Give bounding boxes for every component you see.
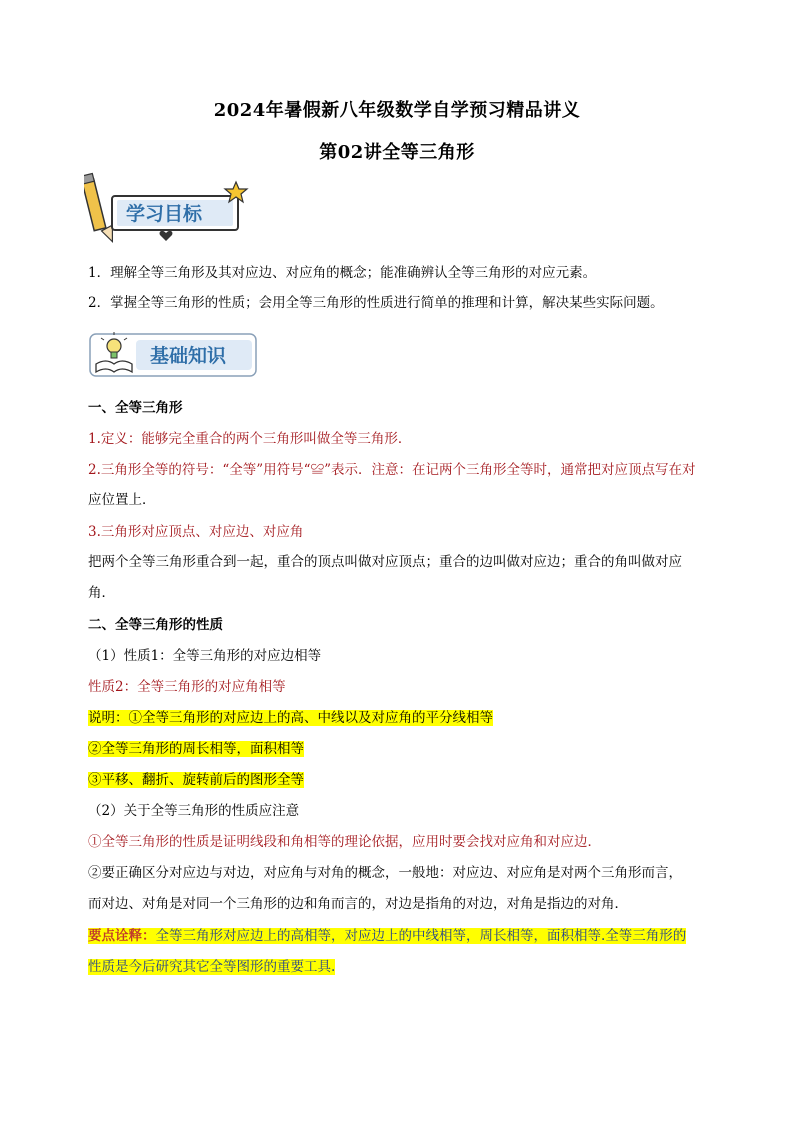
symbol-text-continued: 应位置上． [88, 492, 156, 508]
document-title: 2024年暑假新八年级数学自学预习精品讲义 [213, 100, 581, 121]
learning-goals-badge [84, 170, 254, 250]
note-2-continued: 而对边、对角是对同一个三角形的边和角而言的，对边是指角的对边，对角是指边的对角． [88, 896, 628, 912]
correspondence-text-continued: 角． [88, 585, 115, 601]
note-1: ①全等三角形的性质是证明线段和角相等的理论依据，应用时要会找对应角和对应边． [88, 834, 601, 850]
note-2: ②要正确区分对应边与对边，对应角与对角的概念，一般地：对应边、对应角是对两个三角形而言， [88, 865, 682, 881]
highlight-note: ②全等三角形的周长相等，面积相等 [88, 741, 304, 757]
lesson-subtitle: 第02讲全等三角形 [319, 142, 475, 163]
key-points [88, 926, 713, 946]
property-2: 性质2：全等三角形的对应角相等 [88, 679, 286, 695]
goal-item: 1．理解全等三角形及其对应边、对应角的概念；能准确辨认全等三角形的对应元素。 [88, 265, 597, 281]
key-points-text: 全等三角形对应边上的高相等，对应边上的中线相等，周长相等，面积相等.全等三角形的 [155, 928, 687, 944]
symbol-text: 2.三角形全等的符号：“全等”用符号“≌”表示．注意：在记两个三角形全等时，通常把对应顶点写在对 [88, 462, 696, 478]
highlight-note: 说明：①全等三角形的对应边上的高、中线以及对应角的平分线相等 [88, 710, 493, 726]
definition-text: 1.定义：能够完全重合的两个三角形叫做全等三角形． [88, 431, 412, 447]
section-heading: 二、全等三角形的性质 [88, 617, 223, 633]
key-points-label: 要点诠释： [88, 928, 156, 944]
key-points-continued: 性质是今后研究其它全等图形的重要工具. [88, 959, 336, 975]
section-heading: 一、全等三角形 [88, 400, 183, 416]
correspondence-heading: 3.三角形对应顶点、对应边、对应角 [88, 524, 304, 540]
goal-item: 2．掌握全等三角形的性质；会用全等三角形的性质进行简单的推理和计算，解决某些实际问题。 [88, 295, 664, 311]
notes-heading: （2）关于全等三角形的性质应注意 [88, 803, 300, 819]
heart-icon [160, 231, 173, 241]
basic-knowledge-badge [88, 330, 260, 382]
highlight-note: ③平移、翻折、旋转前后的图形全等 [88, 772, 304, 788]
correspondence-text: 把两个全等三角形重合到一起，重合的顶点叫做对应顶点；重合的边叫做对应边；重合的角叫做对应 [88, 554, 682, 570]
learning-goals-label: 学习目标 [126, 203, 203, 225]
property-1: （1）性质1：全等三角形的对应边相等 [88, 648, 322, 664]
basic-knowledge-label: 基础知识 [150, 345, 227, 367]
